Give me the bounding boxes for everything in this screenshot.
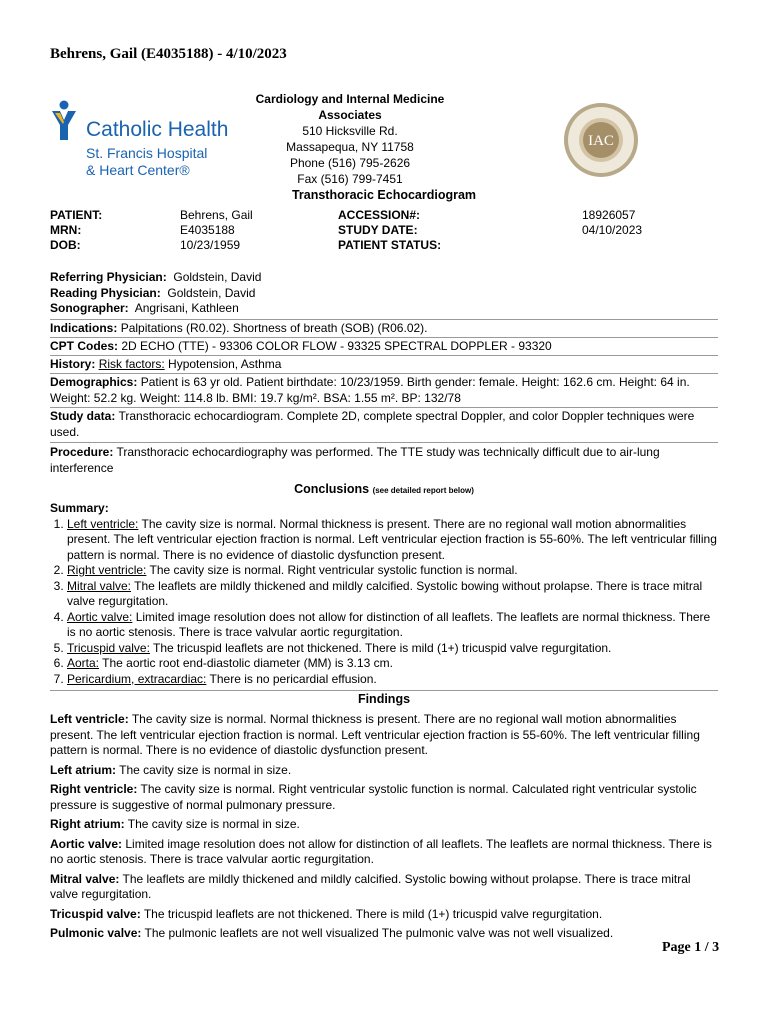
practice-phone: Phone (516) 795-2626 bbox=[289, 156, 411, 170]
mrn-value: E4035188 bbox=[180, 223, 235, 237]
demographics-label: Demographics: bbox=[50, 375, 138, 389]
finding-label: Right atrium: bbox=[50, 817, 125, 831]
finding-label: Right ventricle: bbox=[50, 782, 138, 796]
finding-label: Aortic valve: bbox=[50, 836, 123, 851]
indications-section bbox=[50, 321, 718, 337]
conclusions-heading: Conclusions bbox=[294, 482, 370, 496]
logo-heart-center: & Heart Center® bbox=[86, 162, 190, 178]
finding-label: Tricuspid valve: bbox=[50, 906, 141, 921]
mrn-label: MRN: bbox=[50, 223, 82, 237]
finding-item bbox=[50, 817, 718, 833]
reading-label: Reading Physician: bbox=[50, 285, 161, 300]
history-section bbox=[50, 357, 718, 373]
procedure-section bbox=[50, 445, 718, 476]
risk-factors-label: Risk factors: bbox=[98, 357, 165, 371]
practice-address1: 510 Hicksville Rd. bbox=[302, 124, 398, 138]
item-text: There is no pericardial effusion. bbox=[209, 671, 377, 686]
item-label: Aorta: bbox=[67, 656, 100, 670]
referring-label: Referring Physician: bbox=[50, 270, 167, 284]
divider bbox=[50, 442, 718, 443]
report-title: Transthoracic Echocardiogram bbox=[291, 188, 477, 202]
catholic-health-figure-icon bbox=[50, 100, 84, 142]
finding-label: Pulmonic valve: bbox=[50, 926, 142, 940]
item-text: The tricuspid leaflets are not thickened. There is mild (1+) tricuspid valve regurgitation. bbox=[153, 640, 612, 655]
list-item bbox=[67, 517, 718, 564]
list-item bbox=[67, 610, 718, 641]
practice-address2: Massapequa, NY 11758 bbox=[286, 140, 414, 154]
findings-section bbox=[50, 712, 718, 946]
accession-value: 18926057 bbox=[582, 208, 636, 222]
finding-item bbox=[50, 763, 718, 779]
dob-label: DOB: bbox=[50, 238, 81, 252]
list-item bbox=[67, 656, 718, 672]
history-text: Hypotension, Asthma bbox=[168, 357, 282, 371]
finding-item bbox=[50, 782, 718, 813]
finding-item bbox=[50, 926, 718, 942]
item-label: Mitral valve: bbox=[67, 578, 132, 593]
indications-text: Palpitations (R0.02). Shortness of breath (SOB) (R06.02). bbox=[120, 321, 428, 335]
practice-address-block bbox=[230, 91, 470, 187]
sonographer-label: Sonographer: bbox=[50, 301, 129, 315]
cpt-section bbox=[50, 339, 718, 355]
accession-label: ACCESSION#: bbox=[338, 208, 421, 222]
iac-accreditation-seal bbox=[562, 101, 640, 179]
reading-physician: Goldstein, David bbox=[167, 285, 256, 300]
study-data-text: Transthoracic echocardiogram. Complete 2D, complete spectral Doppler, and color Doppler techniques were used. bbox=[50, 409, 695, 439]
procedure-label: Procedure: bbox=[50, 445, 114, 459]
demographics-section bbox=[50, 375, 718, 406]
finding-text: The cavity size is normal. Right ventricular systolic function is normal. Calculated right ventricular systolic pressure is suggestive of normal pulmonary pressure. bbox=[50, 782, 697, 812]
item-label: Aortic valve: bbox=[67, 609, 133, 624]
study-date-value: 04/10/2023 bbox=[582, 223, 643, 237]
item-label: Tricuspid valve: bbox=[67, 640, 150, 655]
finding-text: The pulmonic leaflets are not well visualized The pulmonic valve was not well visualized. bbox=[144, 926, 614, 940]
findings-title: Findings bbox=[357, 692, 411, 706]
seal-abbr: IAC bbox=[588, 133, 614, 149]
finding-label: Mitral valve: bbox=[50, 871, 120, 886]
finding-text: The cavity size is normal. Normal thickness is present. There are no regional wall motion abnormalities present. The left ventricular ejection fraction is normal. Left ventricular ejection fraction is 55-60%. The left ventricular filling pattern is normal. There is no evidence of diastolic dysfunction present. bbox=[50, 712, 700, 757]
catholic-health-logo bbox=[50, 100, 240, 180]
item-text: The cavity size is normal. Normal thickness is present. There are no regional wall motion abnormalities present. The left ventricular ejection fraction is normal. Left ventricular ejection fraction is 55-60%. The left ventricular filling pattern is normal. There is no evidence of diastolic dysfunction present. bbox=[67, 516, 717, 562]
logo-brand: Catholic Health bbox=[86, 118, 229, 141]
finding-item bbox=[50, 907, 718, 923]
item-label: Pericardium, extracardiac: bbox=[67, 671, 207, 686]
demographics-text: Patient is 63 yr old. Patient birthdate: 10/23/1959. Birth gender: female. Height: 162.6 cm. Height: 64 in. Weight: 52.2 kg. Weight: 114.8 lb. BMI: 19.7 kg/m². BSA: 1.55 m². BP: 132/78 bbox=[50, 375, 690, 405]
history-label: History: bbox=[50, 357, 96, 371]
practice-name: Cardiology and Internal Medicine Associates bbox=[255, 92, 445, 122]
item-label: Right ventricle: bbox=[67, 563, 147, 577]
summary-list bbox=[50, 517, 718, 688]
finding-item bbox=[50, 712, 718, 759]
list-item bbox=[67, 672, 718, 688]
divider bbox=[50, 319, 718, 320]
sonographer-name: Angrisani, Kathleen bbox=[134, 301, 239, 315]
list-item bbox=[67, 579, 718, 610]
study-data-section bbox=[50, 409, 718, 440]
physicians-block bbox=[50, 270, 718, 317]
patient-label: PATIENT: bbox=[50, 208, 103, 222]
item-text: The aortic root end-diastolic diameter (MM) is 3.13 cm. bbox=[102, 656, 393, 670]
study-date-label: STUDY DATE: bbox=[338, 223, 418, 237]
finding-item bbox=[50, 837, 718, 868]
item-text: Limited image resolution does not allow for distinction of all leaflets. The leaflets are normal thickness. There is no aortic stenosis. There is trace valvular aortic regurgitation. bbox=[67, 609, 711, 639]
procedure-text: Transthoracic echocardiography was performed. The TTE study was technically difficult due to air-lung interference bbox=[50, 445, 660, 475]
logo-hospital: St. Francis Hospital bbox=[86, 145, 208, 161]
finding-item bbox=[50, 872, 718, 903]
divider bbox=[50, 373, 718, 374]
divider bbox=[50, 690, 718, 691]
study-data-label: Study data: bbox=[50, 409, 116, 423]
patient-status-label: PATIENT STATUS: bbox=[338, 238, 442, 252]
finding-text: The tricuspid leaflets are not thickened. There is mild (1+) tricuspid valve regurgitation. bbox=[143, 906, 603, 921]
list-item bbox=[67, 641, 718, 657]
finding-text: The cavity size is normal in size. bbox=[127, 817, 300, 831]
dob-value: 10/23/1959 bbox=[180, 238, 241, 252]
finding-label: Left atrium: bbox=[50, 762, 116, 777]
item-label: Left ventricle: bbox=[67, 516, 139, 531]
item-text: The cavity size is normal. Right ventricular systolic function is normal. bbox=[149, 563, 518, 577]
document-header: Behrens, Gail (E4035188) - 4/10/2023 bbox=[50, 46, 287, 62]
finding-text: Limited image resolution does not allow for distinction of all leaflets. The leaflets are normal thickness. There is no aortic stenosis. There is trace valvular aortic regurgitation. bbox=[50, 836, 712, 866]
divider bbox=[50, 407, 718, 408]
finding-label: Left ventricle: bbox=[50, 712, 129, 726]
divider bbox=[50, 337, 718, 338]
page-number: Page 1 / 3 bbox=[662, 940, 720, 955]
finding-text: The cavity size is normal in size. bbox=[119, 762, 292, 777]
finding-text: The leaflets are mildly thickened and mildly calcified. Systolic bowing without prolapse. There is trace mitral valve regurgitation. bbox=[50, 871, 691, 901]
patient-value: Behrens, Gail bbox=[180, 208, 253, 222]
indications-label: Indications: bbox=[50, 321, 118, 335]
conclusions-title bbox=[0, 482, 768, 496]
conclusions-note: (see detailed report below) bbox=[372, 486, 474, 495]
divider bbox=[50, 355, 718, 356]
item-text: The leaflets are mildly thickened and mildly calcified. Systolic bowing without prolapse. There is trace mitral valve regurgitation. bbox=[67, 578, 703, 608]
cpt-label: CPT Codes: bbox=[50, 339, 119, 353]
referring-physician: Goldstein, David bbox=[173, 270, 262, 284]
practice-fax: Fax (516) 799-7451 bbox=[297, 172, 403, 186]
cpt-text: 2D ECHO (TTE) - 93306 COLOR FLOW - 93325 SPECTRAL DOPPLER - 93320 bbox=[121, 339, 552, 353]
list-item bbox=[67, 563, 718, 579]
summary-label: Summary: bbox=[50, 501, 109, 515]
conclusions-summary bbox=[50, 501, 718, 687]
